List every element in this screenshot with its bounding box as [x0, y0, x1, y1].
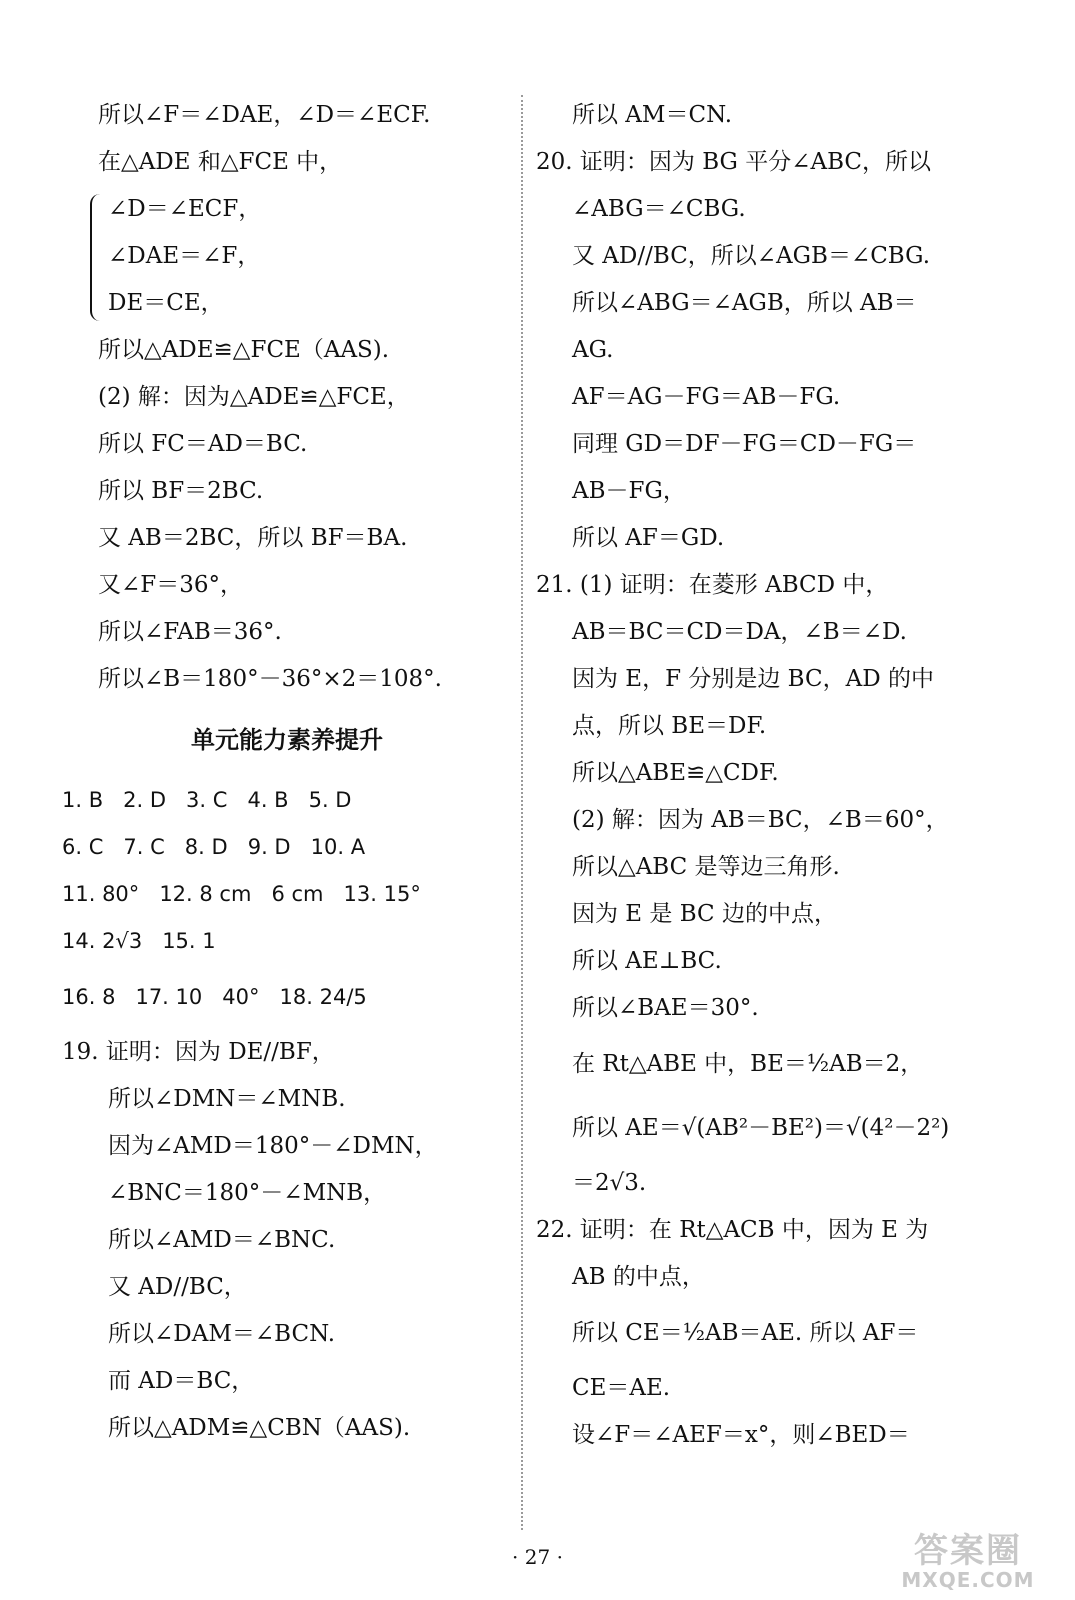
- text-line: 所以∠DAM＝∠BCN.: [108, 1321, 336, 1347]
- text-line: 所以 CE＝½AB＝AE. 所以 AF＝: [572, 1320, 919, 1346]
- text-line: ＝2√3.: [572, 1170, 647, 1196]
- text-line: AB－FG，: [572, 478, 686, 504]
- watermark-text: 答案圈: [914, 1531, 1022, 1571]
- text-line: 又∠F＝36°，: [98, 572, 243, 598]
- question-20-header: 20. 证明：因为 BG 平分∠ABC，所以: [536, 149, 932, 175]
- text-line: AB＝BC＝CD＝DA，∠B＝∠D.: [572, 619, 907, 645]
- text-line: 所以∠ABG＝∠AGB，所以 AB＝: [572, 290, 917, 316]
- text-line: 同理 GD＝DF－FG＝CD－FG＝: [572, 431, 917, 457]
- question-21-header: 21. (1) 证明：在菱形 ABCD 中，: [536, 572, 889, 598]
- text-line: 所以△ABE≌△CDF.: [572, 760, 779, 786]
- question-22-header: 22. 证明：在 Rt△ACB 中，因为 E 为: [536, 1217, 929, 1243]
- text-line: AB 的中点，: [572, 1264, 705, 1290]
- text-line: (2) 解：因为 AB＝BC，∠B＝60°，: [572, 807, 949, 833]
- left-brace: [90, 194, 102, 321]
- text-line: 而 AD＝BC，: [108, 1368, 255, 1394]
- system-line: ∠DAE＝∠F，: [108, 243, 261, 269]
- text-line: 所以 BF＝2BC.: [98, 478, 264, 504]
- question-19-header: 19. 证明：因为 DE//BF，: [62, 1039, 335, 1065]
- section-title: 单元能力素养提升: [191, 726, 383, 754]
- text-line: ∠BNC＝180°－∠MNB，: [108, 1180, 387, 1206]
- text-line: CE＝AE.: [572, 1375, 671, 1401]
- text-line: 因为 E 是 BC 边的中点，: [572, 901, 837, 927]
- text-line: 又 AB＝2BC，所以 BF＝BA.: [98, 525, 408, 551]
- watermark-url: MXQE.COM: [901, 1568, 1035, 1592]
- column-divider: [521, 95, 523, 1530]
- text-line: 所以∠F＝∠DAE，∠D＝∠ECF.: [98, 102, 431, 128]
- answer-row: 6. C 7. C 8. D 9. D 10. A: [62, 835, 366, 859]
- text-line: 所以∠B＝180°－36°×2＝108°.: [98, 666, 442, 692]
- answer-row: 14. 2√3 15. 1: [62, 929, 216, 953]
- text-line: 所以△ADM≌△CBN（AAS).: [108, 1415, 411, 1441]
- text-line: 在 Rt△ABE 中，BE＝½AB＝2，: [572, 1051, 924, 1077]
- watermark-logo: [873, 1532, 1063, 1592]
- text-line: AG.: [572, 337, 614, 363]
- left-column: [62, 92, 502, 1452]
- equation-system: [62, 186, 502, 327]
- answer-row: 16. 8 17. 10 40° 18. 24/5: [62, 985, 367, 1009]
- text-line: 因为∠AMD＝180°－∠DMN，: [108, 1133, 438, 1159]
- right-column: [536, 92, 992, 1459]
- text-line: AF＝AG－FG＝AB－FG.: [572, 384, 841, 410]
- text-line: 在△ADE 和△FCE 中，: [98, 149, 343, 175]
- system-line: ∠D＝∠ECF，: [108, 196, 262, 222]
- text-line: 点，所以 BE＝DF.: [572, 713, 767, 739]
- text-line: 因为 E，F 分别是边 BC，AD 的中: [572, 666, 934, 692]
- system-line: DE＝CE，: [108, 290, 224, 316]
- text-line: 又 AD//BC，所以∠AGB＝∠CBG.: [572, 243, 931, 269]
- text-line: (2) 解：因为△ADE≌△FCE，: [98, 384, 410, 410]
- text-line: ∠ABG＝∠CBG.: [572, 196, 746, 222]
- text-line: 设∠F＝∠AEF＝x°，则∠BED＝: [572, 1422, 910, 1448]
- text-line: 所以 FC＝AD＝BC.: [98, 431, 308, 457]
- text-line: 所以△ADE≌△FCE（AAS).: [98, 337, 390, 363]
- text-line: 所以∠DMN＝∠MNB.: [108, 1086, 346, 1112]
- text-line: 所以∠FAB＝36°.: [98, 619, 282, 645]
- text-line: 所以 AM＝CN.: [572, 102, 733, 128]
- text-line: 所以 AE⊥BC.: [572, 948, 722, 974]
- text-line: 所以 AE＝√(AB²－BE²)＝√(4²－2²): [572, 1115, 950, 1141]
- text-line: 又 AD//BC，: [108, 1274, 247, 1300]
- text-line: 所以∠AMD＝∠BNC.: [108, 1227, 336, 1253]
- text-line: 所以 AF＝GD.: [572, 525, 725, 551]
- answer-row: 11. 80° 12. 8 cm 6 cm 13. 15°: [62, 882, 421, 906]
- text-line: 所以△ABC 是等边三角形.: [572, 854, 840, 880]
- text-line: 所以∠BAE＝30°.: [572, 995, 759, 1021]
- answer-row: 1. B 2. D 3. C 4. B 5. D: [62, 788, 352, 812]
- page-number: · 27 ·: [512, 1545, 563, 1569]
